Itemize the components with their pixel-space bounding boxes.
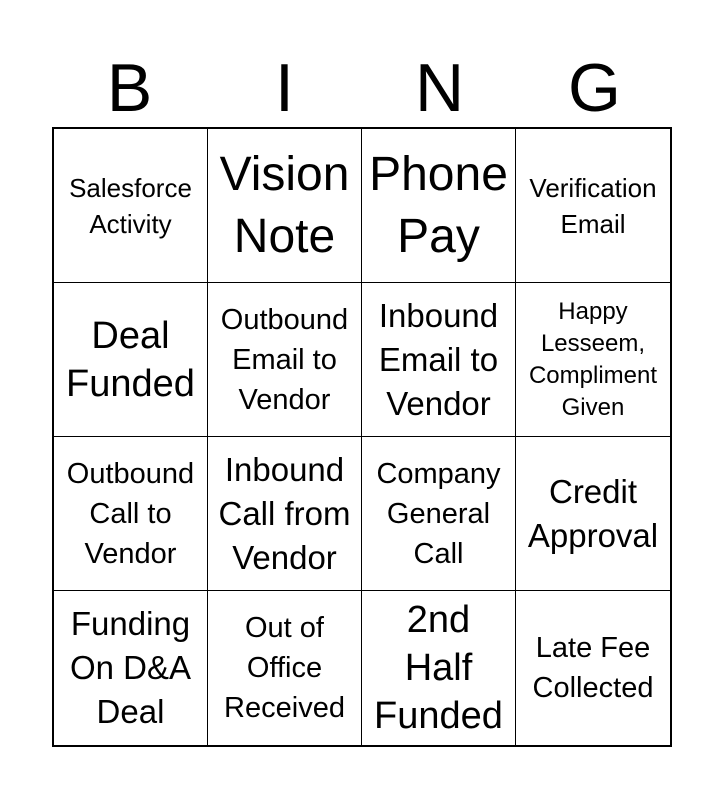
header-letter-b: B <box>106 50 153 126</box>
bingo-header <box>52 52 672 124</box>
bingo-cell-label: Credit Approval <box>527 472 659 554</box>
bingo-cell[interactable] <box>362 437 516 591</box>
bingo-cell[interactable] <box>208 129 362 283</box>
bingo-cell[interactable] <box>54 283 208 437</box>
bingo-cell[interactable] <box>362 283 516 437</box>
bingo-cell[interactable] <box>516 283 670 437</box>
bingo-grid <box>52 127 672 747</box>
bingo-cell-label: 2nd Half Funded <box>374 599 503 737</box>
bingo-cell-label: Deal Funded <box>66 314 195 405</box>
bingo-cell-label: Phone Pay <box>369 147 508 263</box>
bingo-cell[interactable] <box>54 437 208 591</box>
bingo-cell-label: Outbound Call to Vendor <box>66 457 195 570</box>
bingo-cell-label: Company General Call <box>376 457 501 570</box>
bingo-cell[interactable] <box>208 283 362 437</box>
header-letter-g: G <box>568 50 621 126</box>
bingo-cell-label: Salesforce Activity <box>69 172 192 239</box>
bingo-cell-label: Vision Note <box>219 147 350 263</box>
bingo-cell[interactable] <box>516 129 670 283</box>
bingo-cell[interactable] <box>208 437 362 591</box>
bingo-cell-label: Inbound Call from Vendor <box>218 450 351 576</box>
bingo-cell-label: Inbound Email to Vendor <box>378 296 499 422</box>
header-letter-i: I <box>275 50 294 126</box>
bingo-cell[interactable] <box>208 591 362 745</box>
bingo-cell-label: Happy Lesseem, Compliment Given <box>528 297 658 421</box>
bingo-cell-label: Funding On D&A Deal <box>69 605 192 730</box>
bingo-cell-label: Late Fee Collected <box>532 632 654 704</box>
header-letter-n: N <box>414 50 465 126</box>
bingo-cell[interactable] <box>54 129 208 283</box>
bingo-cell-label: Outbound Email to Vendor <box>220 303 349 416</box>
bingo-cell[interactable] <box>362 591 516 745</box>
bingo-cell[interactable] <box>362 129 516 283</box>
bingo-cell-label: Verification Email <box>529 172 657 239</box>
bingo-cell[interactable] <box>516 591 670 745</box>
bingo-cell[interactable] <box>54 591 208 745</box>
bingo-cell-label: Out of Office Received <box>224 612 345 724</box>
bingo-cell[interactable] <box>516 437 670 591</box>
